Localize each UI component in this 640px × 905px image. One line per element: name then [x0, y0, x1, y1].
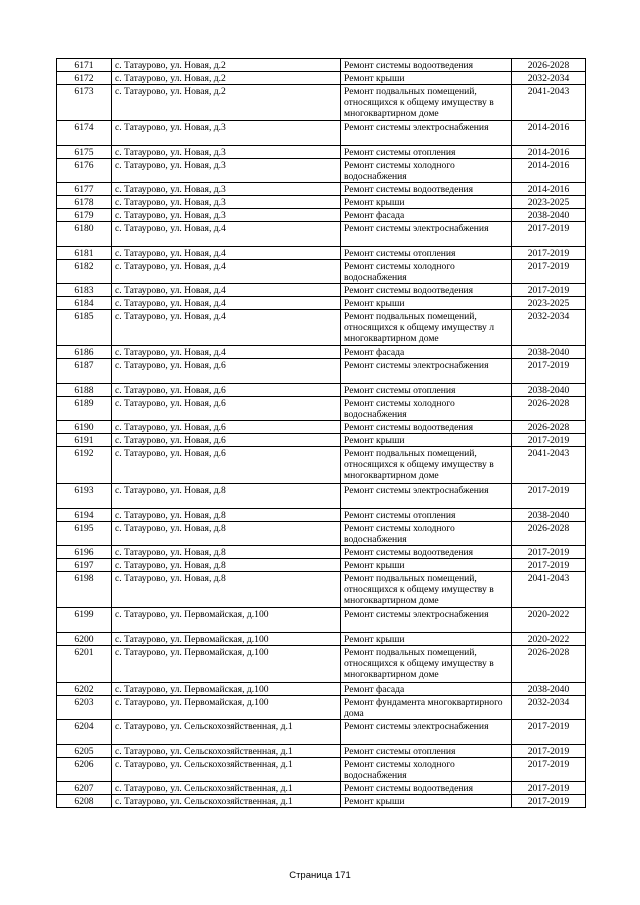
period-cell: 2026-2028 [512, 421, 586, 434]
address-cell: с. Татаурово, ул. Новая, д.8 [112, 546, 341, 559]
work-type-cell: Ремонт крыши [341, 196, 512, 209]
work-type-cell: Ремонт системы электроснабжения [341, 484, 512, 509]
address-cell: с. Татаурово, ул. Первомайская, д.100 [112, 608, 341, 633]
work-type-cell: Ремонт системы отопления [341, 247, 512, 260]
row-number-cell: 6200 [57, 633, 112, 646]
period-cell: 2014-2016 [512, 183, 586, 196]
period-cell: 2032-2034 [512, 310, 586, 346]
row-number-cell: 6206 [57, 758, 112, 782]
work-type-cell: Ремонт крыши [341, 434, 512, 447]
address-cell: с. Татаурово, ул. Новая, д.3 [112, 146, 341, 159]
address-cell: с. Татаурово, ул. Первомайская, д.100 [112, 646, 341, 683]
row-number-cell: 6175 [57, 146, 112, 159]
table-row [57, 384, 586, 397]
row-number-cell: 6202 [57, 683, 112, 696]
work-type-cell: Ремонт системы электроснабжения [341, 121, 512, 146]
period-cell: 2017-2019 [512, 247, 586, 260]
work-type-cell: Ремонт крыши [341, 559, 512, 572]
address-cell: с. Татаурово, ул. Новая, д.4 [112, 310, 341, 346]
table-row [57, 397, 586, 421]
period-cell: 2017-2019 [512, 434, 586, 447]
address-cell: с. Татаурово, ул. Сельскохозяйственная, д.1 [112, 782, 341, 795]
address-cell: с. Татаурово, ул. Новая, д.3 [112, 183, 341, 196]
work-type-cell: Ремонт системы водоотведения [341, 421, 512, 434]
period-cell: 2017-2019 [512, 559, 586, 572]
work-type-cell: Ремонт подвальных помещений, относящихся к общему имуществу в многоквартирном доме [341, 646, 512, 683]
address-cell: с. Татаурово, ул. Первомайская, д.100 [112, 696, 341, 720]
work-type-cell: Ремонт фасада [341, 209, 512, 222]
table-row [57, 159, 586, 183]
address-cell: с. Татаурово, ул. Новая, д.4 [112, 247, 341, 260]
work-type-cell: Ремонт системы отопления [341, 384, 512, 397]
row-number-cell: 6199 [57, 608, 112, 633]
address-cell: с. Татаурово, ул. Сельскохозяйственная, д.1 [112, 745, 341, 758]
table-row [57, 795, 586, 808]
table-row [57, 183, 586, 196]
address-cell: с. Татаурово, ул. Новая, д.8 [112, 522, 341, 546]
period-cell: 2017-2019 [512, 782, 586, 795]
address-cell: с. Татаурово, ул. Новая, д.8 [112, 559, 341, 572]
table-row [57, 247, 586, 260]
period-cell: 2032-2034 [512, 72, 586, 85]
address-cell: с. Татаурово, ул. Новая, д.8 [112, 484, 341, 509]
address-cell: с. Татаурово, ул. Первомайская, д.100 [112, 683, 341, 696]
table-row [57, 310, 586, 346]
work-type-cell: Ремонт системы электроснабжения [341, 359, 512, 384]
table-row [57, 509, 586, 522]
row-number-cell: 6183 [57, 284, 112, 297]
row-number-cell: 6195 [57, 522, 112, 546]
row-number-cell: 6207 [57, 782, 112, 795]
address-cell: с. Татаурово, ул. Новая, д.8 [112, 509, 341, 522]
address-cell: с. Татаурово, ул. Сельскохозяйственная, д.1 [112, 758, 341, 782]
table-row [57, 346, 586, 359]
address-cell: с. Татаурово, ул. Новая, д.6 [112, 359, 341, 384]
row-number-cell: 6177 [57, 183, 112, 196]
table-row [57, 608, 586, 633]
table-row [57, 359, 586, 384]
table-row [57, 559, 586, 572]
period-cell: 2017-2019 [512, 745, 586, 758]
work-type-cell: Ремонт фасада [341, 683, 512, 696]
work-type-cell: Ремонт системы электроснабжения [341, 608, 512, 633]
work-type-cell: Ремонт фасада [341, 346, 512, 359]
work-type-cell: Ремонт подвальных помещений, относящихся к общему имуществу в многоквартирном доме [341, 85, 512, 121]
work-type-cell: Ремонт крыши [341, 72, 512, 85]
row-number-cell: 6204 [57, 720, 112, 745]
work-type-cell: Ремонт фундамента многоквартирного дома [341, 696, 512, 720]
work-type-cell: Ремонт системы холодного водоснабжения [341, 522, 512, 546]
row-number-cell: 6180 [57, 222, 112, 247]
address-cell: с. Татаурово, ул. Новая, д.2 [112, 59, 341, 72]
table-row [57, 85, 586, 121]
period-cell: 2041-2043 [512, 572, 586, 608]
row-number-cell: 6191 [57, 434, 112, 447]
period-cell: 2023-2025 [512, 297, 586, 310]
table-row [57, 758, 586, 782]
period-cell: 2041-2043 [512, 447, 586, 484]
row-number-cell: 6201 [57, 646, 112, 683]
period-cell: 2041-2043 [512, 85, 586, 121]
address-cell: с. Татаурово, ул. Новая, д.4 [112, 284, 341, 297]
period-cell: 2017-2019 [512, 222, 586, 247]
table-row [57, 447, 586, 484]
period-cell: 2026-2028 [512, 59, 586, 72]
address-cell: с. Татаурово, ул. Сельскохозяйственная, д.1 [112, 795, 341, 808]
work-type-cell: Ремонт подвальных помещений, относящихся к общему имуществу л многоквартирном доме [341, 310, 512, 346]
row-number-cell: 6179 [57, 209, 112, 222]
row-number-cell: 6193 [57, 484, 112, 509]
work-type-cell: Ремонт системы отопления [341, 509, 512, 522]
page-number: Страница 171 [289, 870, 351, 881]
work-type-cell: Ремонт системы холодного водоснабжения [341, 159, 512, 183]
table-row [57, 209, 586, 222]
period-cell: 2017-2019 [512, 546, 586, 559]
period-cell: 2032-2034 [512, 696, 586, 720]
table-row [57, 484, 586, 509]
row-number-cell: 6205 [57, 745, 112, 758]
period-cell: 2026-2028 [512, 646, 586, 683]
table-row [57, 745, 586, 758]
address-cell: с. Татаурово, ул. Новая, д.4 [112, 222, 341, 247]
work-type-cell: Ремонт системы холодного водоснабжения [341, 260, 512, 284]
table-row [57, 121, 586, 146]
address-cell: с. Татаурово, ул. Новая, д.3 [112, 196, 341, 209]
row-number-cell: 6176 [57, 159, 112, 183]
row-number-cell: 6186 [57, 346, 112, 359]
address-cell: с. Татаурово, ул. Новая, д.6 [112, 397, 341, 421]
row-number-cell: 6196 [57, 546, 112, 559]
table-row [57, 196, 586, 209]
row-number-cell: 6189 [57, 397, 112, 421]
row-number-cell: 6187 [57, 359, 112, 384]
row-number-cell: 6172 [57, 72, 112, 85]
table-row [57, 683, 586, 696]
work-type-cell: Ремонт системы водоотведения [341, 183, 512, 196]
table-row [57, 222, 586, 247]
work-type-cell: Ремонт крыши [341, 795, 512, 808]
work-type-cell: Ремонт системы холодного водоснабжения [341, 758, 512, 782]
address-cell: с. Татаурово, ул. Новая, д.4 [112, 346, 341, 359]
work-type-cell: Ремонт системы водоотведения [341, 782, 512, 795]
work-type-cell: Ремонт системы водоотведения [341, 284, 512, 297]
table-row [57, 284, 586, 297]
row-number-cell: 6178 [57, 196, 112, 209]
work-type-cell: Ремонт системы водоотведения [341, 59, 512, 72]
address-cell: с. Татаурово, ул. Новая, д.8 [112, 572, 341, 608]
table-row [57, 646, 586, 683]
work-type-cell: Ремонт системы электроснабжения [341, 222, 512, 247]
period-cell: 2014-2016 [512, 121, 586, 146]
table-body [57, 59, 586, 808]
work-type-cell: Ремонт системы отопления [341, 146, 512, 159]
table-row [57, 72, 586, 85]
period-cell: 2038-2040 [512, 509, 586, 522]
row-number-cell: 6182 [57, 260, 112, 284]
period-cell: 2017-2019 [512, 359, 586, 384]
work-type-cell: Ремонт системы электроснабжения [341, 720, 512, 745]
row-number-cell: 6194 [57, 509, 112, 522]
table-row [57, 146, 586, 159]
address-cell: с. Татаурово, ул. Новая, д.6 [112, 384, 341, 397]
address-cell: с. Татаурово, ул. Сельскохозяйственная, д.1 [112, 720, 341, 745]
period-cell: 2038-2040 [512, 683, 586, 696]
address-cell: с. Татаурово, ул. Новая, д.4 [112, 260, 341, 284]
table-row [57, 59, 586, 72]
period-cell: 2017-2019 [512, 758, 586, 782]
period-cell: 2026-2028 [512, 397, 586, 421]
row-number-cell: 6171 [57, 59, 112, 72]
table-row [57, 434, 586, 447]
period-cell: 2017-2019 [512, 484, 586, 509]
period-cell: 2017-2019 [512, 795, 586, 808]
address-cell: с. Татаурово, ул. Новая, д.6 [112, 447, 341, 484]
period-cell: 2017-2019 [512, 720, 586, 745]
work-type-cell: Ремонт крыши [341, 633, 512, 646]
work-type-cell: Ремонт подвальных помещений, относящихся к общему имуществу в многоквартирном доме [341, 572, 512, 608]
row-number-cell: 6188 [57, 384, 112, 397]
row-number-cell: 6190 [57, 421, 112, 434]
row-number-cell: 6203 [57, 696, 112, 720]
work-type-cell: Ремонт подвальных помещений, относящихся к общему имуществу в многоквартирном доме [341, 447, 512, 484]
table-row [57, 546, 586, 559]
period-cell: 2020-2022 [512, 633, 586, 646]
table-row [57, 572, 586, 608]
table-row [57, 782, 586, 795]
row-number-cell: 6174 [57, 121, 112, 146]
address-cell: с. Татаурово, ул. Новая, д.2 [112, 72, 341, 85]
address-cell: с. Татаурово, ул. Новая, д.3 [112, 209, 341, 222]
table-row [57, 260, 586, 284]
row-number-cell: 6208 [57, 795, 112, 808]
address-cell: с. Татаурово, ул. Новая, д.6 [112, 434, 341, 447]
table-row [57, 633, 586, 646]
address-cell: с. Татаурово, ул. Новая, д.6 [112, 421, 341, 434]
period-cell: 2038-2040 [512, 384, 586, 397]
period-cell: 2017-2019 [512, 284, 586, 297]
period-cell: 2020-2022 [512, 608, 586, 633]
row-number-cell: 6184 [57, 297, 112, 310]
address-cell: с. Татаурово, ул. Новая, д.2 [112, 85, 341, 121]
period-cell: 2026-2028 [512, 522, 586, 546]
row-number-cell: 6197 [57, 559, 112, 572]
address-cell: с. Татаурово, ул. Первомайская, д.100 [112, 633, 341, 646]
address-cell: с. Татаурово, ул. Новая, д.3 [112, 159, 341, 183]
work-type-cell: Ремонт крыши [341, 297, 512, 310]
work-type-cell: Ремонт системы холодного водоснабжения [341, 397, 512, 421]
row-number-cell: 6173 [57, 85, 112, 121]
table-row [57, 421, 586, 434]
row-number-cell: 6198 [57, 572, 112, 608]
table-row [57, 720, 586, 745]
period-cell: 2014-2016 [512, 159, 586, 183]
work-type-cell: Ремонт системы отопления [341, 745, 512, 758]
period-cell: 2038-2040 [512, 209, 586, 222]
row-number-cell: 6192 [57, 447, 112, 484]
table-row [57, 297, 586, 310]
row-number-cell: 6185 [57, 310, 112, 346]
period-cell: 2023-2025 [512, 196, 586, 209]
work-type-cell: Ремонт системы водоотведения [341, 546, 512, 559]
row-number-cell: 6181 [57, 247, 112, 260]
address-cell: с. Татаурово, ул. Новая, д.3 [112, 121, 341, 146]
repair-schedule-table [56, 58, 586, 808]
period-cell: 2014-2016 [512, 146, 586, 159]
table-row [57, 522, 586, 546]
period-cell: 2017-2019 [512, 260, 586, 284]
period-cell: 2038-2040 [512, 346, 586, 359]
table-row [57, 696, 586, 720]
address-cell: с. Татаурово, ул. Новая, д.4 [112, 297, 341, 310]
